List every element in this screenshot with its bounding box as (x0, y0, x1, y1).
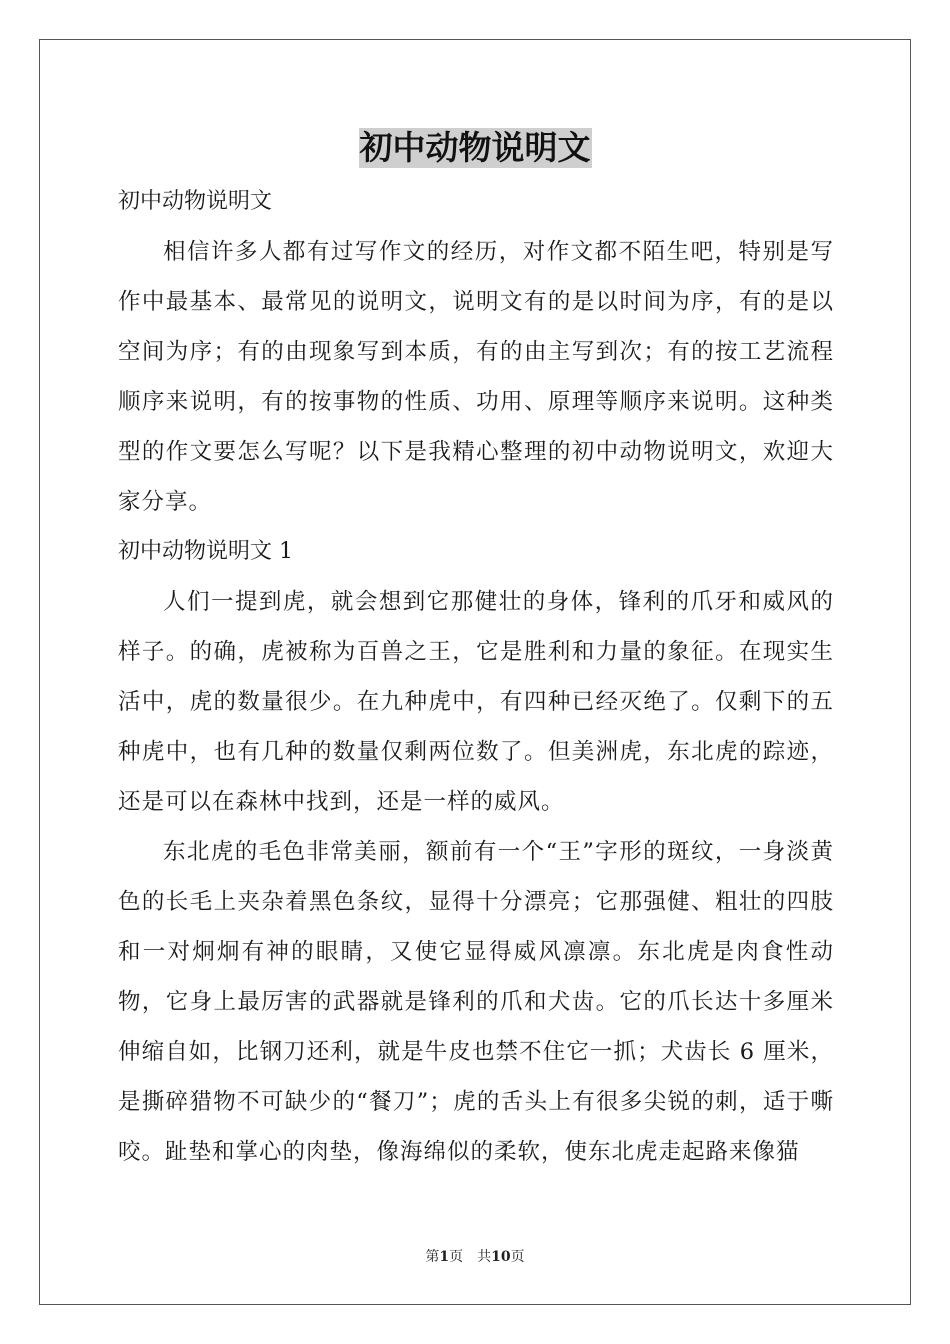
document-title: 初中动物说明文 (359, 128, 591, 167)
footer-suffix: 页 (510, 1249, 525, 1265)
section-heading: 初中动物说明文 1 (118, 539, 293, 564)
document-body (118, 177, 834, 1177)
section-paragraph-2: 东北虎的毛色非常美丽，额前有一个“王”字形的斑纹，一身淡黄色的长毛上夹杂着黑色条纹，显得十分漂亮；它那强健、粗壮的四肢和一对炯炯有神的眼睛，又使它显得威风凛凛。东北虎是肉食性动物，它身上最厉害的武器就是锋利的爪和犬齿。它的爪长达十多厘米伸缩自如，比钢刀还利，就是牛皮也禁不住它一抓；犬齿长 6 厘米，是撕碎猎物不可缺少的“餐刀”；虎的舌头上有很多尖锐的刺，适于嘶咬。趾垫和掌心的肉垫，像海绵似的柔软，使东北虎走起路来像猫 (118, 839, 834, 1165)
section-paragraph-1: 人们一提到虎，就会想到它那健壮的身体，锋利的爪牙和威风的样子。的确，虎被称为百兽之王，它是胜利和力量的象征。在现实生活中，虎的数量很少。在九种虎中，有四种已经灭绝了。仅剩下的五种虎中，也有几种的数量仅剩两位数了。但美洲虎，东北虎的踪迹，还是可以在森林中找到，还是一样的威风。 (118, 589, 834, 815)
footer-current-page: 1 (439, 1249, 450, 1265)
document-heading: 初中动物说明文 (118, 189, 273, 214)
document-title-wrap (0, 128, 950, 168)
page-footer (0, 1246, 950, 1266)
footer-total-pages: 10 (491, 1249, 511, 1265)
intro-paragraph: 相信许多人都有过写作文的经历，对作文都不陌生吧，特别是写作中最基本、最常见的说明文，说明文有的是以时间为序，有的是以空间为序；有的由现象写到本质，有的由主写到次；有的按工艺流程顺序来说明，有的按事物的性质、功用、原理等顺序来说明。这种类型的作文要怎么写呢？以下是我精心整理的初中动物说明文，欢迎大家分享。 (118, 239, 834, 515)
footer-prefix: 第 (425, 1249, 440, 1265)
footer-mid: 页 共 (449, 1249, 492, 1265)
